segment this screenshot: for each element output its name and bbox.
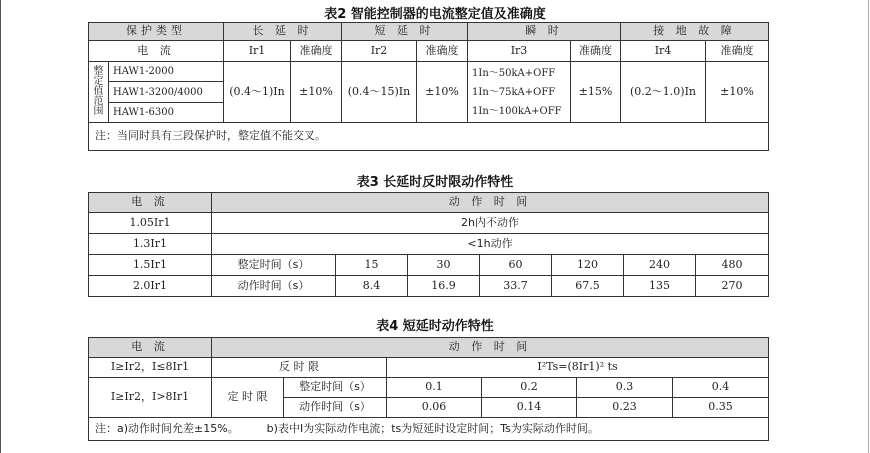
short-delay-range: (0.4～15)In [342,62,417,123]
t4-definite-time-label: 定 时 限 [212,378,284,418]
t3-set-value: 240 [624,255,696,276]
ground-fault-range: (0.2～1.0)In [621,62,706,123]
header-ir4: Ir4 [621,41,706,62]
header-protection-type: 保护类型 [89,23,224,41]
header-accuracy-short: 准确度 [417,41,468,62]
setting-range-char: 范 [93,96,104,107]
header-instantaneous: 瞬 时 [468,23,621,41]
t3-current-1-3: 1.3Ir1 [89,234,212,255]
t3-act-value: 135 [624,276,696,297]
t3-set-value: 15 [336,255,408,276]
t4-act-value: 0.14 [482,398,577,418]
t4-act-value: 0.35 [673,398,769,418]
t3-set-value: 480 [696,255,769,276]
t3-trip-under-1h: <1h动作 [212,234,769,255]
t4-act-value: 0.23 [577,398,673,418]
header-ir3: Ir3 [468,41,571,62]
short-delay-accuracy: ±10% [417,62,468,123]
table4 [88,337,769,441]
inst-range: 1In～100kA+OFF [472,105,562,117]
header-accuracy-inst: 准确度 [571,41,621,62]
table3-caption: 表3 长延时反时限动作特性 [356,175,514,190]
t4-header-current: 电 流 [89,338,212,358]
t3-header-current: 电 流 [89,193,212,213]
ground-fault-accuracy: ±10% [706,62,769,123]
t4-set-value: 0.3 [577,378,673,398]
instantaneous-ranges [468,62,571,123]
model-haw1-6300: HAW1-6300 [109,103,224,123]
header-ir2: Ir2 [342,41,417,62]
t3-set-time-label: 整定时间（s） [212,255,336,276]
t3-set-value: 120 [552,255,624,276]
t3-act-value: 270 [696,276,769,297]
t3-act-value: 16.9 [408,276,480,297]
t3-act-time-label: 动作时间（s） [212,276,336,297]
t3-no-trip-2h: 2h内不动作 [212,213,769,234]
t4-current-row1: I≥Ir2，I≤8Ir1 [89,358,212,378]
header-short-delay: 短 延 时 [342,23,468,41]
header-long-delay: 长 延 时 [224,23,342,41]
model-haw1-2000: HAW1-2000 [109,62,224,82]
long-delay-range: (0.4～1)In [224,62,291,123]
header-accuracy-ground: 准确度 [706,41,769,62]
long-delay-accuracy: ±10% [291,62,342,123]
table2-note: 注：当同时具有三段保护时，整定值不能交叉。 [89,123,769,151]
table4-caption: 表4 短延时动作特性 [376,319,494,334]
t3-act-value: 33.7 [480,276,552,297]
header-current: 电 流 [89,41,224,62]
t4-set-time-label: 整定时间（s） [284,378,387,398]
table2-caption: 表2 智能控制器的电流整定值及准确度 [324,7,546,22]
setting-range-char: 定 [93,76,104,87]
page-left-border [0,0,1,453]
t4-act-value: 0.06 [387,398,482,418]
setting-range-char: 整 [93,66,104,77]
header-ground-fault: 接 地 故 障 [621,23,769,41]
setting-range-char: 值 [93,86,104,97]
t4-inverse-time-label: 反 时 限 [212,358,387,378]
t4-inverse-formula: I²Ts=(8Ir1)² ts [387,358,769,378]
t4-act-time-label: 动作时间（s） [284,398,387,418]
table3 [88,192,769,297]
t3-act-value: 67.5 [552,276,624,297]
table4-note: 注：a)动作时间允差±15%。 b)表中I为实际动作电流；ts为短延时设定时间；Ts为实际动作时间。 [89,418,769,441]
t4-set-value: 0.4 [673,378,769,398]
setting-range-label [89,62,109,123]
t3-set-value: 30 [408,255,480,276]
t4-header-action-time: 动 作 时 间 [212,338,769,358]
inst-range: 1In～50kA+OFF [472,67,556,79]
table2 [88,22,769,151]
header-ir1: Ir1 [224,41,291,62]
t3-current-1-5: 1.5Ir1 [89,255,212,276]
setting-range-char: 围 [93,106,104,117]
t3-act-value: 8.4 [336,276,408,297]
t3-header-action-time: 动 作 时 间 [212,193,769,213]
t3-current-2-0: 2.0Ir1 [89,276,212,297]
model-haw1-3200-4000: HAW1-3200/4000 [109,82,224,103]
t4-set-value: 0.2 [482,378,577,398]
header-accuracy-long: 准确度 [291,41,342,62]
t4-set-value: 0.1 [387,378,482,398]
page-right-border [868,0,869,453]
t3-current-1-05: 1.05Ir1 [89,213,212,234]
t3-set-value: 60 [480,255,552,276]
inst-range: 1In～75kA+OFF [472,86,556,98]
t4-current-row2: I≥Ir2，I>8Ir1 [89,378,212,418]
instantaneous-accuracy: ±15% [571,62,621,123]
